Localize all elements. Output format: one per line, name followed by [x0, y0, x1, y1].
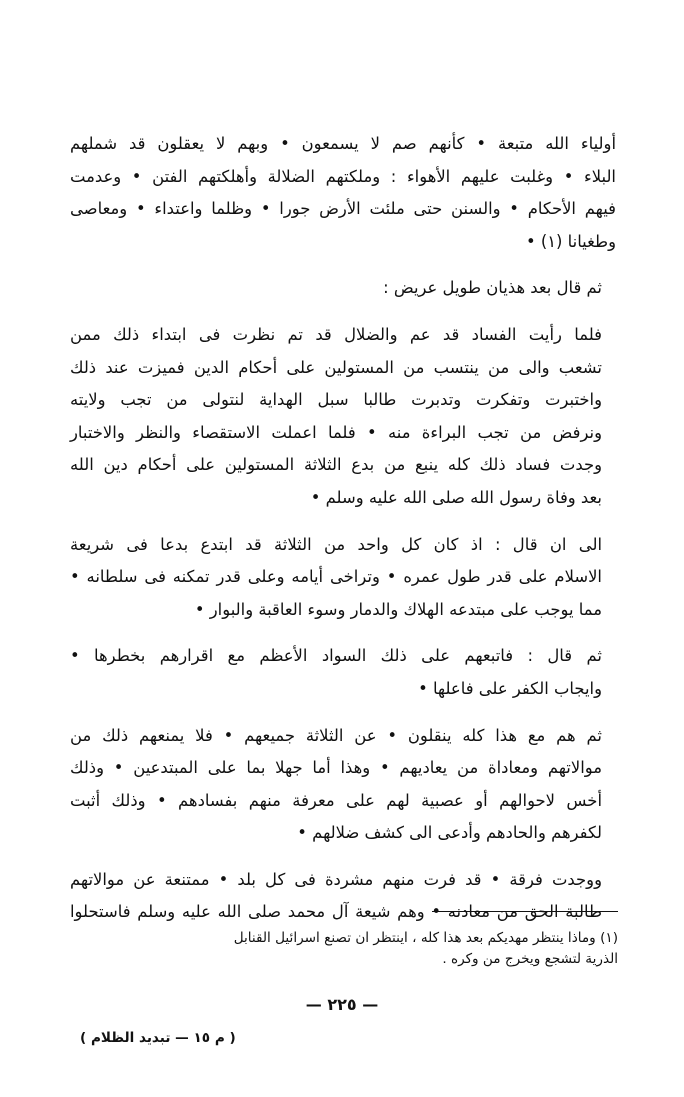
- text-line: مما يوجب على مبتدعه الهلاك والدمار وسوء العاقبة والبوار •: [194, 599, 602, 619]
- text-line: ثم هم مع هذا كله ينقلون • عن الثلاثة جميعهم • فلا يمنعهم ذلك من: [70, 725, 602, 745]
- text-line: تشعب والى من ينتسب من المستولين على أحكام الدين فميزت عند ذلك: [70, 357, 602, 377]
- text-line: فلما رأيت الفساد قد عم والضلال قد تم نظرت فى ابتداء ذلك ممن: [70, 324, 602, 344]
- text-line: أخس لاحوالهم أو عصبية لهم على معرفة منهم بفسادهم • وذلك أثبت: [70, 790, 602, 810]
- paragraph-3: [70, 319, 616, 515]
- text-line: ثم قال : فاتبعهم على ذلك السواد الأعظم مع اقرارهم بخطرها •: [70, 646, 602, 666]
- paragraph-7: [70, 864, 616, 929]
- text-line: البلاء • وغلبت عليهم الأهواء : وملكتهم الضلالة وأهلكتهم الفتن • وعدمت: [70, 166, 616, 186]
- text-line: وايجاب الكفر على فاعلها •: [418, 678, 602, 698]
- text-line: الى ان قال : اذ كان كل واحد من الثلاثة قد ابتدع بدعا فى شريعة: [70, 534, 602, 554]
- text-line: بعد وفاة رسول الله صلى الله عليه وسلم •: [310, 487, 602, 507]
- footnote-divider: [432, 911, 618, 912]
- text-line: الاسلام على قدر طول عمره • وتراخى أيامه وعلى قدر تمكنه فى سلطانه •: [70, 567, 602, 587]
- text-line: ووجدت فرقة • قد فرت منهم مشردة فى كل بلد • ممتنعة عن موالاتهم: [70, 869, 602, 889]
- paragraph-2: [70, 272, 616, 305]
- paragraph-4: [70, 529, 616, 627]
- footnote-line: الذرية لتشجع ويخرج من وكره .: [442, 951, 618, 967]
- text-line: وطغيانا (١) •: [525, 231, 616, 251]
- text-line: طالبة الحق من معادنه • وهم شيعة آل محمد صلى الله عليه وسلم فاستحلوا: [70, 902, 602, 922]
- main-text: [70, 128, 616, 929]
- text-line: فيهم الأحكام • والسنن حتى ملئت الأرض جورا • وظلما واعتداء • ومعاصى: [70, 199, 616, 219]
- text-line: وجدت فساد ذلك كله ينبع من بدع الثلاثة المستولين على أحكام دين الله: [70, 455, 602, 475]
- footnote-line: (١) وماذا ينتظر مهديكم بعد هذا كله ، اينتظر ان تصنع اسرائيل القنابل: [233, 930, 618, 946]
- page-number: — ٢٢٥ —: [305, 995, 379, 1014]
- text-line: ونرفض من تجب البراءة منه • فلما اعملت الاستقصاء والنظر والاختبار: [70, 422, 602, 442]
- text-line: ثم قال بعد هذيان طويل عريض :: [383, 278, 602, 298]
- text-line: واختبرت وتفكرت وتدبرت طالبا سبل الهداية لنتولى من تجب ولايته: [70, 390, 602, 410]
- paragraph-6: [70, 720, 616, 850]
- text-line: موالاتهم ومعاداة من يعاديهم • وهذا أما جهلا بما على المبتدعين • وذلك: [70, 758, 602, 778]
- paragraph-1: [70, 128, 616, 258]
- signature-mark: ( م ١٥ — تبديد الظلام ): [80, 1030, 236, 1046]
- paragraph-5: [70, 640, 616, 705]
- text-line: لكفرهم والحادهم وأدعى الى كشف ضلالهم •: [297, 823, 602, 843]
- footnote: [70, 928, 618, 970]
- text-line: أولياء الله متبعة • كأنهم صم لا يسمعون • وبهم لا يعقلون قد شملهم: [70, 134, 616, 153]
